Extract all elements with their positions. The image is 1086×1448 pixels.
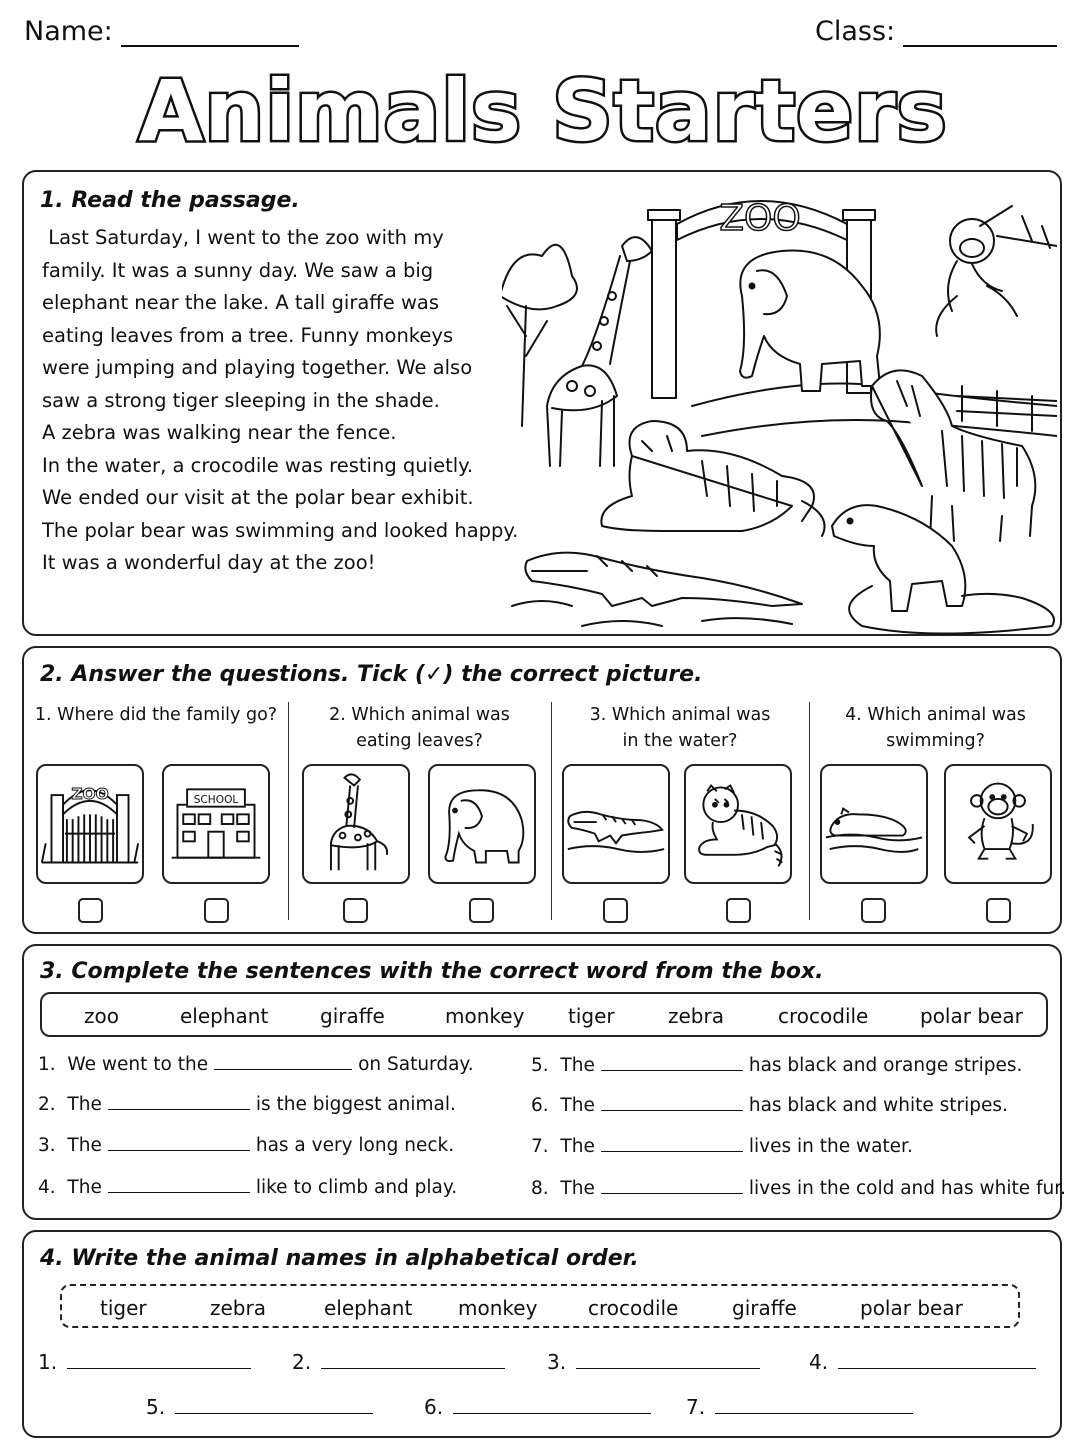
answer-number: 7. (686, 1395, 706, 1419)
question-2-text (288, 702, 551, 754)
elephant-icon (430, 766, 534, 882)
passage-text (42, 222, 519, 580)
monkey-picture (944, 764, 1052, 884)
sentence-blank[interactable] (108, 1095, 250, 1110)
tick-box-tiger[interactable] (726, 898, 751, 923)
question-line: 4. Which animal was (845, 705, 1026, 725)
sentence-3 (38, 1135, 454, 1156)
answer-4 (809, 1350, 1042, 1374)
question-line: 1. Where did the family go? (34, 705, 278, 725)
question-4-text (809, 702, 1062, 754)
tiger-icon (686, 766, 790, 882)
sentence-blank[interactable] (601, 1096, 743, 1111)
sentence-number: 4. (38, 1177, 56, 1198)
elephant-picture (428, 764, 536, 884)
monkey-icon (946, 766, 1050, 882)
tick-box-crocodile[interactable] (603, 898, 628, 923)
answer-7 (686, 1395, 919, 1419)
answer-line[interactable] (175, 1397, 373, 1414)
section3-title: 3. Complete the sentences with the correct word from the box. (40, 959, 824, 984)
answer-line[interactable] (715, 1397, 913, 1414)
sentence-after: lives in the water. (748, 1136, 913, 1157)
crocodile-picture (562, 764, 670, 884)
word-box-item: monkey (445, 1004, 525, 1028)
question-1-text (24, 702, 288, 728)
word-box-item: crocodile (588, 1296, 679, 1320)
sentence-blank[interactable] (108, 1136, 250, 1151)
sentence-1 (38, 1054, 474, 1075)
sentence-5 (531, 1055, 1022, 1076)
answer-line[interactable] (576, 1352, 760, 1369)
word-box-item: giraffe (320, 1004, 385, 1028)
monkey-drawing (936, 206, 1017, 336)
tiger-drawing (601, 421, 824, 536)
answer-line[interactable] (67, 1352, 251, 1369)
sentence-number: 1. (38, 1054, 56, 1075)
giraffe-picture (302, 764, 410, 884)
question-line: 3. Which animal was (589, 705, 771, 725)
answer-number: 5. (146, 1395, 166, 1419)
sentence-4 (38, 1177, 457, 1198)
school-label: SCHOOL (193, 793, 239, 806)
answer-number: 3. (547, 1350, 567, 1374)
sentence-blank[interactable] (601, 1056, 743, 1071)
passage-line: A zebra was walking near the fence. (42, 421, 397, 444)
passage-line: were jumping and playing together. We also (42, 356, 473, 379)
zoo-gate-icon (38, 766, 142, 882)
section4-title: 4. Write the animal names in alphabetical order. (40, 1246, 639, 1271)
sentence-number: 7. (531, 1136, 549, 1157)
tick-box-monkey[interactable] (986, 898, 1011, 923)
passage-line: We ended our visit at the polar bear exhibit. (42, 486, 474, 509)
passage-line: In the water, a crocodile was resting quietly. (42, 453, 474, 477)
sentence-after: has black and orange stripes. (748, 1055, 1023, 1076)
answer-line[interactable] (321, 1352, 505, 1369)
name-field[interactable] (24, 16, 299, 47)
question-line: swimming? (886, 731, 985, 751)
polar-bear-swimming-icon (822, 766, 926, 882)
school-picture (162, 764, 270, 884)
sentence-before: The (560, 1136, 595, 1157)
word-box-item: crocodile (778, 1004, 869, 1028)
sentence-number: 6. (531, 1095, 549, 1116)
word-box-item: elephant (324, 1296, 413, 1320)
tiger-picture (684, 764, 792, 884)
word-box-dashed (60, 1284, 1020, 1328)
zoo-sign-text: ZOO (719, 198, 801, 239)
sentence-blank[interactable] (108, 1178, 250, 1193)
word-box-item: zebra (210, 1296, 266, 1320)
passage-line: The polar bear was swimming and looked happy. (42, 518, 519, 542)
sentence-2 (38, 1094, 456, 1115)
sentence-number: 5. (531, 1055, 549, 1076)
class-field[interactable] (815, 16, 1057, 47)
question-line: in the water? (622, 731, 738, 751)
sentence-number: 3. (38, 1135, 56, 1156)
sentence-after: like to climb and play. (255, 1177, 458, 1198)
answer-line[interactable] (453, 1397, 651, 1414)
answer-6 (424, 1395, 657, 1419)
name-line[interactable] (121, 17, 299, 47)
word-box (40, 992, 1048, 1037)
class-label: Class: (815, 16, 896, 47)
sentence-7 (531, 1136, 913, 1157)
sentence-before: The (560, 1178, 595, 1199)
tick-box-school[interactable] (204, 898, 229, 923)
answer-number: 6. (424, 1395, 444, 1419)
answer-1 (38, 1350, 257, 1374)
answer-line[interactable] (838, 1352, 1036, 1369)
crocodile-drawing (525, 553, 802, 606)
sentence-number: 2. (38, 1094, 56, 1115)
passage-line: family. It was a sunny day. We saw a big (42, 258, 434, 282)
sentence-8 (531, 1178, 1066, 1199)
class-line[interactable] (903, 17, 1057, 47)
word-box-item: tiger (100, 1296, 147, 1320)
section-read-passage (22, 170, 1062, 636)
zoo-gate-label: ZOO (71, 784, 109, 803)
word-box-item: giraffe (732, 1296, 797, 1320)
sentence-after: is the biggest animal. (255, 1094, 456, 1115)
answer-3 (547, 1350, 766, 1374)
section-alphabetical-order (22, 1230, 1062, 1438)
passage-line: It was a wonderful day at the zoo! (42, 551, 376, 574)
giraffe-icon (304, 766, 408, 882)
word-box-item: polar bear (860, 1296, 963, 1320)
crocodile-icon (564, 766, 668, 882)
school-building-icon (164, 766, 268, 882)
section-answer-questions (22, 646, 1062, 934)
sentence-number: 8. (531, 1178, 549, 1199)
answer-number: 1. (38, 1350, 58, 1374)
answer-5 (146, 1395, 379, 1419)
word-box-item: zebra (668, 1004, 724, 1028)
answer-number: 2. (292, 1350, 312, 1374)
word-box-item: tiger (568, 1004, 615, 1028)
title-text: Animals Starters (138, 62, 948, 160)
sentence-after: has black and white stripes. (748, 1095, 1008, 1116)
tick-box-elephant[interactable] (469, 898, 494, 923)
section1-title: 1. Read the passage. (40, 188, 300, 213)
passage-line: elephant near the lake. A tall giraffe was (42, 291, 439, 314)
word-box-item: polar bear (920, 1004, 1023, 1028)
passage-line: Last Saturday, I went to the zoo with my (42, 226, 444, 249)
section2-title: 2. Answer the questions. Tick (✓) the correct picture. (40, 662, 703, 687)
sentence-before: The (560, 1095, 595, 1116)
question-line: eating leaves? (356, 731, 483, 751)
word-box-item: monkey (458, 1296, 538, 1320)
sentence-after: has a very long neck. (255, 1135, 455, 1156)
worksheet-title (0, 60, 1086, 160)
sentence-after: on Saturday. (358, 1054, 474, 1075)
sentence-blank[interactable] (601, 1137, 743, 1152)
tick-box-polar-bear[interactable] (861, 898, 886, 923)
sentence-blank[interactable] (601, 1179, 743, 1194)
sentence-6 (531, 1095, 1008, 1116)
sentence-before: The (560, 1055, 595, 1076)
polar-bear-picture (820, 764, 928, 884)
sentence-after: lives in the cold and has white fur. (748, 1178, 1067, 1199)
sentence-before: The (67, 1094, 102, 1115)
passage-line: eating leaves from a tree. Funny monkeys (42, 323, 454, 347)
word-box-item: zoo (84, 1004, 119, 1028)
tick-box-zoo[interactable] (78, 898, 103, 923)
sentence-blank[interactable] (214, 1055, 352, 1070)
word-box-item: elephant (180, 1004, 269, 1028)
zoo-scene-illustration (502, 186, 1057, 636)
question-line: 2. Which animal was (329, 705, 510, 725)
sentence-before: The (67, 1135, 102, 1156)
answer-2 (292, 1350, 511, 1374)
sentence-before: We went to the (67, 1054, 209, 1075)
zoo-gate-picture (36, 764, 144, 884)
name-label: Name: (24, 16, 113, 47)
passage-line: saw a strong tiger sleeping in the shade. (42, 388, 440, 412)
question-3-text (551, 702, 809, 754)
tick-box-giraffe[interactable] (343, 898, 368, 923)
sentence-before: The (67, 1177, 102, 1198)
answer-number: 4. (809, 1350, 829, 1374)
section-complete-sentences (22, 944, 1067, 1220)
